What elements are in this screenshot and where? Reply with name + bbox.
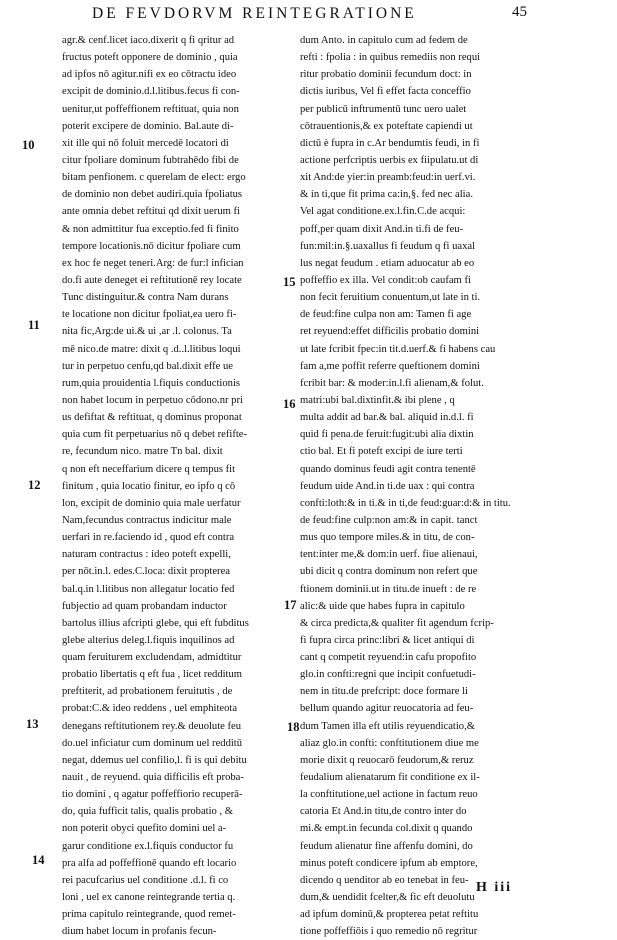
text-line: multa addit ad bar.& bal. aliquid in.d.l. fi: [300, 412, 474, 424]
text-line: tent:inter me,& dom:in uerf. fiue alienaui,: [300, 549, 478, 561]
text-line: fcribit bar: & moder:in.l.fi alienam,& folut.: [300, 377, 484, 389]
text-line: dum Anto. in capitulo cum ad fedem de: [300, 35, 468, 46]
left-text-column: [62, 32, 300, 940]
text-line: rum,quia prouidentia l.fiquis conductionis: [62, 377, 241, 389]
signature-mark: H iii: [476, 880, 513, 895]
text-line: nita fic,Arg:de ui.& ui ,ar .l. colonus. Ta: [62, 326, 232, 338]
text-line: & non admittitur fua exceptio.fed fi finito: [62, 223, 239, 235]
text-line: te locatione non dicitur fpoliat,ea uero fi-: [62, 309, 237, 321]
margin-number: 16: [283, 397, 296, 411]
text-line: do.fi aute deneget ei reftitutionē rey locate: [62, 274, 242, 286]
text-line: fam a,me poffit referre queftionem domini: [300, 360, 480, 372]
text-line: de feud:fine culp:non am:& in capit. tanct: [300, 514, 478, 526]
text-line: preftiterit, ad probationem feruitutis , de: [62, 686, 233, 698]
text-line: xit And:de yier:in preamb:feud:in uerf.vi.: [300, 172, 476, 184]
text-line: poterit excipere de dominio. Bal.aute di-: [62, 120, 234, 132]
text-line: do.uel inficiatur cum dominum uel redditū: [62, 737, 243, 749]
text-line: ut late fcribit fpec:in tit.d.uerf.& fi habens cau: [300, 343, 496, 355]
text-line: pra alfa ad poffeffionē quando eft locario: [62, 857, 237, 869]
text-line: nauit , de reyuend. quia difficilis eft proba-: [62, 772, 244, 784]
text-line: quando dominus feudi agit contra tenentē: [300, 463, 476, 475]
text-line: la conftitutione,uel actione in factum reuo: [300, 789, 478, 801]
text-line: garur conditione ex.l.fiquis conductor fu: [62, 840, 234, 852]
text-line: actione perfcriptis uerbis ex fiipulatu.ut di: [300, 154, 479, 166]
text-line: agr.& cenf.licet iaco.dixerit q fi qritur ad: [62, 35, 235, 46]
text-line: & in ti,que fit prima ca:in,§. fed nec alia.: [300, 189, 473, 201]
text-line: feudalium alienatarum fit conditione ex il-: [300, 772, 480, 784]
text-line: fubjectio ad quam probandam inductor: [62, 600, 227, 612]
text-line: morie dixit q reuocarō feudorum,& reruz: [300, 754, 474, 766]
text-line: non fecit feruitium conuentum,ut late in ti.: [300, 292, 481, 304]
text-line: tur in perpetuo cenfu,qd bal.dixit effe ue: [62, 360, 234, 372]
text-line: ad ipfum dominū,& propterea petat reftitu: [300, 909, 479, 921]
text-line: us defiftat & reftituat, q dominus proponat: [62, 412, 242, 424]
text-line: tio domini , q agatur poffeffiorio recuperā-: [62, 789, 243, 801]
text-line: mi.& empt.in fecunda col.dixit q quando: [300, 823, 473, 835]
text-line: nem in titu.de prefcript: doce formare li: [300, 686, 468, 698]
text-line: poff,per quam dixit And.in ti.fi de feu-: [300, 223, 464, 235]
text-line: prima capitulo reintegrande, quod remet-: [62, 909, 236, 921]
text-line: ad ipfos nō agitur.nifi ex eo cōtractu ideo: [62, 69, 237, 81]
text-line: tione poffeffiōis i quo remedio nō regritur: [300, 926, 478, 938]
text-line: mē nico.de matre: dixit q .d..l.litibus loqui: [62, 343, 241, 355]
text-line: quam feruiturem excludendam, admidtitur: [62, 652, 242, 664]
text-line: bartolus illius afcripti glebe, qui eft fubditus: [62, 617, 249, 629]
text-line: dium habet locum in profanis fecun-: [62, 926, 217, 938]
text-line: fi fupra circa princ:libri & licet antiqui di: [300, 634, 475, 646]
text-line: dicendo q uenditor ab eo tenebat in feu-: [300, 874, 469, 886]
text-line: non poterit obyci quefito domini uel a-: [62, 823, 227, 835]
margin-number: 10: [22, 138, 35, 152]
text-line: fun:mil:in.§.uaxallus fi feudum q fi uaxal: [300, 240, 476, 252]
text-line: uenitur,ut poffeffionem reftituat, quia non: [62, 103, 239, 115]
text-line: probat:C.& ideo reddens , uel emphiteota: [62, 703, 238, 715]
text-line: per publicū inftrumentū tunc uero ualet: [300, 103, 467, 115]
text-line: bitam penfionem. c querelam de elect: ergo: [62, 172, 246, 184]
text-line: de feud:fine culpa non am: Tamen fi age: [300, 309, 472, 321]
text-line: fructus poteft opponere de dominio , quia: [62, 52, 238, 64]
text-line: bellum quando agitur reuocatoria ad feu-: [300, 703, 474, 715]
margin-number: 18: [287, 720, 300, 734]
text-line: citur fpoliare dominum fubtrahēdo fibi de: [62, 154, 239, 166]
text-line: glo.in confti:regni que incipit confuetudi-: [300, 669, 476, 681]
margin-number: 17: [284, 598, 297, 612]
text-line: re, fecundum nico. matre Tn bal. dixit: [62, 446, 223, 458]
text-line: ret reyuend:effet difficilis probatio domini: [300, 326, 480, 338]
text-line: probatio libertatis q eft fua , licet redditum: [62, 669, 243, 681]
text-line: alic:& uide que habes fupra in capitulo: [300, 600, 465, 612]
text-line: negat, ddemus uel confilio,l. fi is qui debitu: [62, 754, 247, 766]
text-line: lus negat feudum . etiam aduocatur ab eo: [300, 257, 475, 269]
text-line: quia cum fit perpetuarius nō q debet refifte-: [62, 429, 248, 441]
text-line: rei pacufcarius uel conditione .d.l. fi co: [62, 874, 229, 886]
text-line: ritur probatio dominii fecundum doct: in: [300, 69, 472, 81]
text-line: Vel agat conditione.ex.l.fin.C.de acqui:: [300, 206, 466, 218]
text-line: ante omnia debet reftitui qd dixit uerum fi: [62, 206, 240, 218]
margin-number: 11: [28, 318, 40, 332]
text-line: minus poteft condicere ipfum ab emptore,: [300, 857, 478, 869]
text-line: dictū è fupra in c.Ar bendumtis feudi, in fi: [300, 137, 480, 149]
text-line: loni , uel ex canone reintegrande tertia q.: [62, 892, 236, 904]
margin-number: 15: [283, 275, 296, 289]
text-line: matri:ubi bal.dixtinfit.& ibi plene , q: [300, 394, 455, 406]
text-line: ctio bal. Et fi poteft excipi de iure terti: [300, 446, 463, 458]
text-line: Tunc distinguitur.& contra Nam durans: [62, 292, 229, 304]
text-line: denegans reftitutionem rey.& deuolute feu: [62, 720, 242, 732]
text-line: cant q competit reyuend:in cafu propofito: [300, 652, 477, 664]
text-line: ex hoc fe neget teneri.Arg: de fur:l infician: [62, 257, 244, 269]
text-line: catoria Et And.in titu,de contro inter do: [300, 806, 467, 818]
text-line: aliaz glo.in confti: conftitutionem diue me: [300, 737, 479, 749]
text-line: q non eft neceffarium dicere q tempus fit: [62, 463, 236, 475]
text-line: bal.q.in l.litibus non allegatur locatio fed: [62, 583, 235, 595]
text-line: feudum uide And.in ti.de uax : qui contra: [300, 480, 475, 492]
text-line: refti : fpolia : in quibus remediis non requi: [300, 52, 481, 64]
text-line: poffeffio ex illa. Vel condit:ob caufam fi: [300, 274, 471, 286]
text-line: ftionem dominii.ut in titu.de inueft : de re: [300, 583, 477, 595]
text-line: tempore locationis.nō dicitur fpoliare cum: [62, 240, 241, 252]
text-line: uerfari in re.faciendo id , quod eft contra: [62, 532, 235, 544]
text-line: de dominio non debet audiri.quia fpoliatus: [62, 189, 243, 201]
text-line: dum Tamen illa eft utilis reyuendicatio,&: [300, 720, 475, 732]
text-line: dum,& uendidit fcelter,& fic eft deuolutu: [300, 892, 475, 904]
text-line: lon, excipit de dominio quia male uerfatur: [62, 497, 241, 509]
text-line: do, quia fufficit talis, qualis probatio , &: [62, 806, 234, 818]
text-line: ubi dicit q contra dominum non refert que: [300, 566, 478, 578]
text-line: xit ille qui nō foluit mercedē locatori di: [62, 137, 229, 149]
margin-number: 12: [28, 478, 41, 492]
margin-number: 14: [32, 853, 45, 867]
text-line: mus quo tempore miles.& in titu, de con-: [300, 532, 475, 544]
text-line: glebe alterius deleg.l.fiquis inquilinos ad: [62, 634, 235, 646]
text-line: quid fi pena.de feruit:fugit:ubi alia dixtin: [300, 429, 474, 441]
text-line: finitum , quia locatio finitur, eo ipfo q cō: [62, 480, 236, 492]
text-line: & circa predicta,& qualiter fit agendum fcrip-: [300, 617, 494, 629]
text-line: cōtrauentionis,& ex poteftate capiendi ut: [300, 120, 473, 132]
margin-number: 13: [26, 717, 39, 731]
page-number: 45: [512, 4, 527, 20]
text-line: Nam,fecundus contractus indicitur male: [62, 514, 232, 526]
right-text-column: [300, 32, 550, 940]
text-line: non habet locum in perpetuo cōdono.nr pri: [62, 394, 243, 406]
running-head: DE FEVDORVM REINTEGRATIONE: [92, 5, 417, 22]
text-line: dictis iuribus, Vel fi effet facta conceffio: [300, 86, 471, 98]
text-line: confti:loth:& in ti.& in ti,de feud:guar:d:& in titu.: [300, 497, 511, 509]
text-line: feudum alienatur fine affenfu domini, do: [300, 840, 473, 852]
text-line: excipit de dominio.d.l.litibus.fecus fi con-: [62, 86, 240, 98]
text-line: per nōt.in.l. edes.C.loca: dixit propterea: [62, 566, 230, 578]
text-line: naturam contractus : ideo poteft expelli,: [62, 549, 231, 561]
